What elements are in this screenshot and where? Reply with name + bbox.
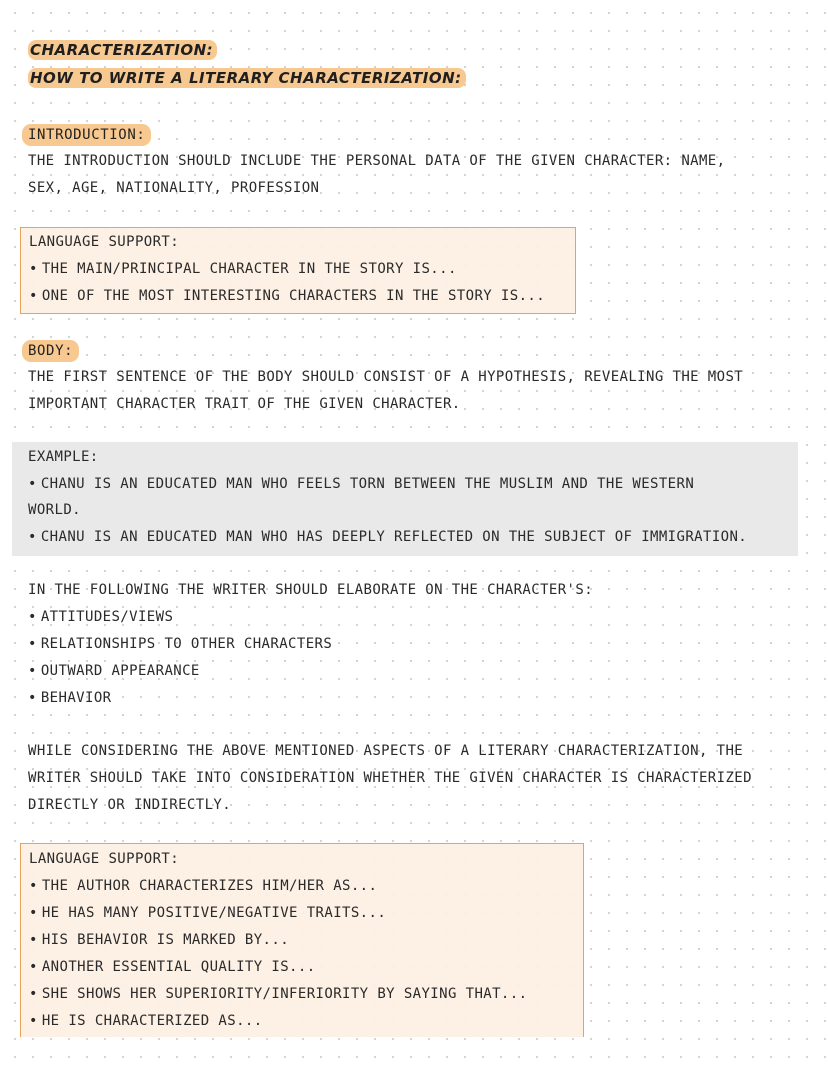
- elaborate-item-3: • OUTWARD APPEARANCE: [28, 663, 200, 679]
- bullet-icon: •: [29, 261, 38, 277]
- support2-item-5: • SHE SHOWS HER SUPERIORITY/INFERIORITY BY SAYING THAT...: [29, 986, 528, 1002]
- title-how-to-write: HOW TO WRITE A LITERARY CHARACTERIZATION:: [28, 68, 466, 88]
- support2-item-4: • ANOTHER ESSENTIAL QUALITY IS...: [29, 959, 316, 975]
- example-item-1-cont: WORLD.: [28, 502, 81, 518]
- language-support-heading-2: LANGUAGE SUPPORT:: [29, 851, 180, 867]
- bullet-icon: •: [28, 636, 37, 652]
- body-text: [28, 364, 743, 418]
- support1-item-2: • ONE OF THE MOST INTERESTING CHARACTERS IN THE STORY IS...: [29, 288, 546, 304]
- bullet-icon: •: [29, 1013, 38, 1029]
- example-block: [12, 442, 798, 556]
- consider-line-1: WHILE CONSIDERING THE ABOVE MENTIONED ASPECTS OF A LITERARY CHARACTERIZATION, THE: [28, 743, 744, 759]
- bullet-icon: •: [28, 609, 37, 625]
- bullet-icon: •: [28, 690, 37, 706]
- language-support-heading-1: LANGUAGE SUPPORT:: [29, 234, 180, 250]
- elaborate-intro: IN THE FOLLOWING THE WRITER SHOULD ELABORATE ON THE CHARACTER'S:: [28, 582, 594, 598]
- bullet-icon: •: [28, 476, 37, 492]
- bullet-icon: •: [29, 986, 38, 1002]
- elaborate-item-2: • RELATIONSHIPS TO OTHER CHARACTERS: [28, 636, 333, 652]
- bullet-icon: •: [28, 529, 37, 545]
- elaborate-item-4: • BEHAVIOR: [28, 690, 112, 706]
- body-line-1: THE FIRST SENTENCE OF THE BODY SHOULD CONSIST OF A HYPOTHESIS, REVEALING THE MOST: [28, 369, 744, 385]
- consider-text: [28, 738, 752, 819]
- intro-line-2: SEX, AGE, NATIONALITY, PROFESSION: [28, 180, 320, 196]
- elaborate-section: [28, 577, 593, 712]
- support1-item-1: • THE MAIN/PRINCIPAL CHARACTER IN THE STORY IS...: [29, 261, 457, 277]
- example-item-1: • CHANU IS AN EDUCATED MAN WHO FEELS TORN BETWEEN THE MUSLIM AND THE WESTERN: [28, 476, 695, 492]
- consider-line-3: DIRECTLY OR INDIRECTLY.: [28, 797, 232, 813]
- bullet-icon: •: [29, 288, 38, 304]
- elaborate-item-1: • ATTITUDES/VIEWS: [28, 609, 174, 625]
- example-item-2: • CHANU IS AN EDUCATED MAN WHO HAS DEEPLY REFLECTED ON THE SUBJECT OF IMMIGRATION.: [28, 529, 748, 545]
- title-characterization: CHARACTERIZATION:: [28, 40, 217, 60]
- support2-item-6: • HE IS CHARACTERIZED AS...: [29, 1013, 263, 1029]
- consider-line-2: WRITER SHOULD TAKE INTO CONSIDERATION WHETHER THE GIVEN CHARACTER IS CHARACTERIZED: [28, 770, 752, 786]
- bullet-icon: •: [29, 959, 38, 975]
- body-line-2: IMPORTANT CHARACTER TRAIT OF THE GIVEN CHARACTER.: [28, 396, 461, 412]
- intro-text: [28, 148, 725, 202]
- heading-introduction: INTRODUCTION:: [22, 124, 151, 146]
- bullet-icon: •: [28, 663, 37, 679]
- intro-line-1: THE INTRODUCTION SHOULD INCLUDE THE PERSONAL DATA OF THE GIVEN CHARACTER: NAME,: [28, 153, 726, 169]
- support2-item-2: • HE HAS MANY POSITIVE/NEGATIVE TRAITS...: [29, 905, 387, 921]
- bullet-icon: •: [29, 932, 38, 948]
- support2-item-1: • THE AUTHOR CHARACTERIZES HIM/HER AS...: [29, 878, 378, 894]
- heading-body: BODY:: [22, 340, 79, 362]
- example-heading: EXAMPLE:: [28, 449, 99, 465]
- language-support-box-1: [20, 227, 576, 314]
- bullet-icon: •: [29, 878, 38, 894]
- support2-item-3: • HIS BEHAVIOR IS MARKED BY...: [29, 932, 290, 948]
- language-support-box-2: [20, 843, 584, 1037]
- bullet-icon: •: [29, 905, 38, 921]
